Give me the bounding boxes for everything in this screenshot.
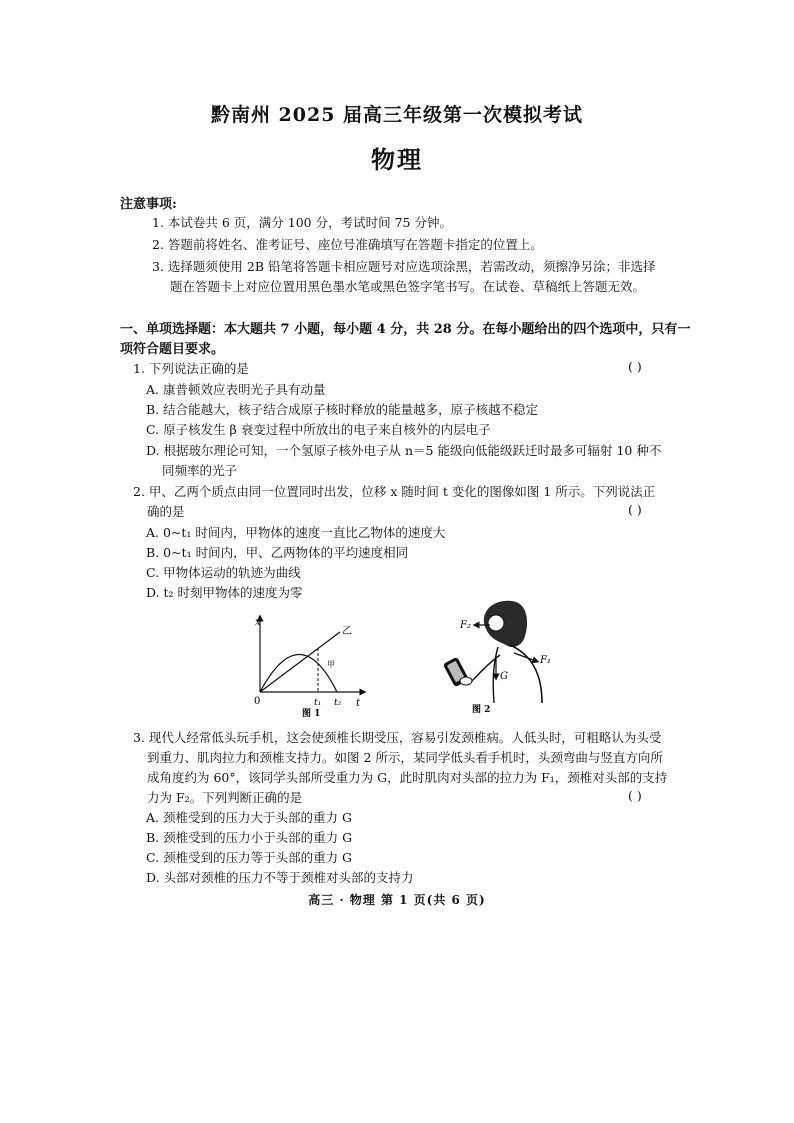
notice-item-3-cont: 题在答题卡上对应位置用黑色墨水笔或黑色签字笔书写。在试卷、草稿纸上答题无效。 bbox=[170, 279, 646, 294]
q2-answer-paren[interactable]: ( ) bbox=[628, 502, 642, 517]
q1-option-c: C. 原子核发生 β 衰变过程中所放出的电子来自核外的内层电子 bbox=[146, 422, 491, 437]
section-heading-cont: 项符合题目要求。 bbox=[120, 342, 225, 357]
fig2-f2-label: F₂ bbox=[460, 620, 471, 631]
q1-stem: 1. 下列说法正确的是 bbox=[133, 361, 249, 376]
fig1-caption: 图 1 bbox=[302, 709, 321, 719]
notice-item-2: 2. 答题前将姓名、准考证号、座位号准确填写在答题卡指定的位置上。 bbox=[152, 237, 543, 252]
q3-stem-line-4: 力为 F₂。下列判断正确的是 bbox=[147, 790, 303, 805]
notice-heading: 注意事项: bbox=[120, 197, 177, 212]
figure-1 bbox=[245, 612, 375, 720]
fig1-y-label: x bbox=[255, 617, 261, 628]
section-heading: 一、单项选择题：本大题共 7 小题，每小题 4 分，共 28 分。在每小题给出的四个选项中，只有一 bbox=[120, 322, 691, 337]
q1-option-d: D. 根据玻尔理论可知，一个氢原子核外电子从 n＝5 能级向低能级跃迁时最多可辐射 10 种不 bbox=[146, 443, 662, 458]
notice-item-1: 1. 本试卷共 6 页，满分 100 分，考试时间 75 分钟。 bbox=[152, 215, 452, 230]
q3-option-a: A. 颈椎受到的压力大于头部的重力 G bbox=[146, 810, 352, 825]
q3-stem-line-1: 3. 现代人经常低头玩手机，这会使颈椎长期受压，容易引发颈椎病。人低头时，可粗略认为头受 bbox=[133, 730, 662, 745]
q1-answer-paren[interactable]: ( ) bbox=[628, 359, 642, 374]
q3-option-c: C. 颈椎受到的压力等于头部的重力 G bbox=[146, 850, 353, 865]
q2-option-b: B. 0~t₁ 时间内，甲、乙两物体的平均速度相同 bbox=[146, 545, 409, 560]
fig1-origin: 0 bbox=[254, 696, 261, 707]
exam-title: 黔南州 2025 届高三年级第一次模拟考试 bbox=[210, 104, 584, 126]
q2-stem: 2. 甲、乙两个质点由同一位置同时出发，位移 x 随时间 t 变化的图像如图 1 所示。下列说法正 bbox=[133, 484, 656, 499]
q3-answer-paren[interactable]: ( ) bbox=[628, 788, 642, 803]
subject-title: 物理 bbox=[371, 145, 423, 174]
fig1-curve-jia bbox=[260, 655, 337, 693]
fig1-t2-label: t₂ bbox=[334, 698, 342, 708]
q1-option-b: B. 结合能越大，核子结合成原子核时释放的能量越多，原子核越不稳定 bbox=[146, 402, 539, 417]
figure-2 bbox=[432, 595, 560, 717]
fig2-caption: 图 2 bbox=[472, 705, 491, 715]
fig2-g-label: G bbox=[500, 671, 508, 682]
q3-option-d: D. 头部对颈椎的压力不等于颈椎对头部的支持力 bbox=[146, 870, 414, 885]
fig1-curve-label: 甲 bbox=[327, 660, 335, 669]
hand-outline bbox=[460, 677, 472, 685]
q3-stem-line-2: 到重力、肌肉拉力和颈椎支持力。如图 2 所示，某同学低头看手机时，头颈弯曲与竖直方向所 bbox=[147, 750, 663, 765]
q1-option-d-cont: 同频率的光子 bbox=[162, 463, 238, 478]
fig2-f1-label: F₁ bbox=[540, 655, 551, 666]
notice-item-3: 3. 选择题须使用 2B 铅笔将答题卡相应题号对应选项涂黑，若需改动，须擦净另涂；非选择 bbox=[152, 259, 656, 274]
fig1-t1-label: t₁ bbox=[314, 698, 322, 708]
fig1-x-label: t bbox=[356, 698, 361, 709]
q2-option-d: D. t₂ 时刻甲物体的速度为零 bbox=[146, 585, 303, 600]
face-detail bbox=[488, 615, 504, 631]
q3-option-b: B. 颈椎受到的压力小于头部的重力 G bbox=[146, 830, 353, 845]
q2-option-c: C. 甲物体运动的轨迹为曲线 bbox=[146, 565, 301, 580]
q1-option-a: A. 康普顿效应表明光子具有动量 bbox=[146, 382, 326, 397]
q2-stem-cont: 确的是 bbox=[147, 504, 185, 519]
page-footer: 高三 · 物理 第 1 页(共 6 页) bbox=[308, 893, 486, 907]
q2-option-a: A. 0~t₁ 时间内，甲物体的速度一直比乙物体的速度大 bbox=[146, 525, 446, 540]
fig1-line-label: 乙 bbox=[342, 626, 352, 637]
q3-stem-line-3: 成角度约为 60°，该同学头部所受重力为 G，此时肌肉对头部的拉力为 F₁，颈椎对头部的支持 bbox=[147, 770, 668, 785]
